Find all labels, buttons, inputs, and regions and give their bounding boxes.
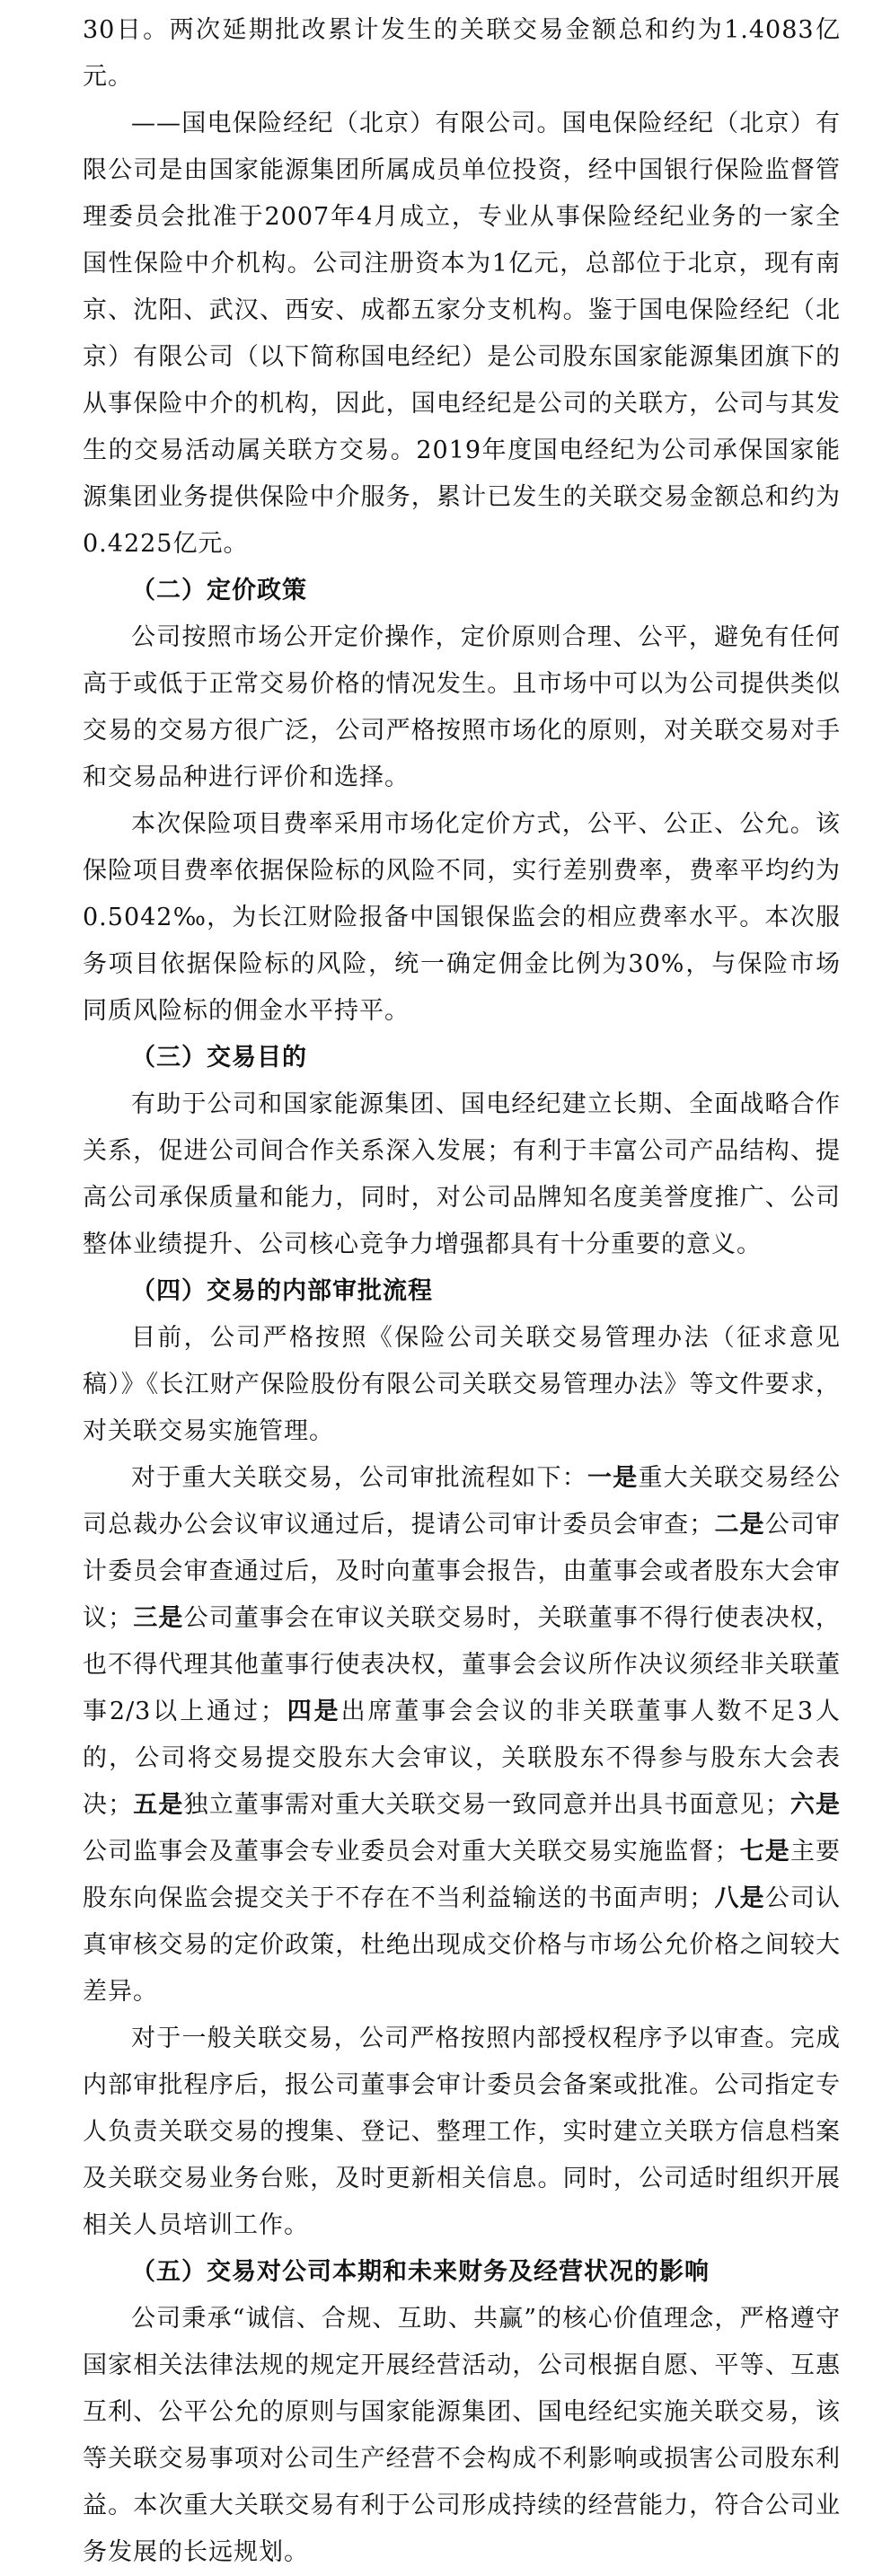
step-text-6: 公司监事会及董事会专业委员会对重大关联交易实施监督； [83, 1838, 740, 1866]
step-keyword-7: 七是 [739, 1838, 790, 1866]
section-heading-transaction-purpose: （三）交易目的 [131, 1044, 307, 1072]
paragraph-pricing-rate: 本次保险项目费率采用市场化定价方式，公平、公正、公允。该保险项目费率依据保险标的风险不同，实行差别费率，费率平均约为0.5042‰，为长江财险报备中国银保监会的相应费率水平。本次服务项目依据保险标的风险，统一确定佣金比例为30%，与保险市场同质风险标的佣金水平持平。 [83, 810, 841, 1025]
major-approval-intro: 对于重大关联交易，公司审批流程如下： [131, 1464, 587, 1492]
step-keyword-5: 五是 [133, 1791, 184, 1819]
step-keyword-3: 三是 [133, 1604, 184, 1632]
step-keyword-6: 六是 [790, 1791, 842, 1819]
paragraph-general-approval: 对于一般关联交易，公司严格按照内部授权程序予以审查。完成内部审批程序后，报公司董事会审计委员会备案或批准。公司指定专人负责关联交易的搜集、登记、整理工作，实时建立关联方信息档案及关联交易业务台账，及时更新相关信息。同时，公司适时组织开展相关人员培训工作。 [83, 2025, 841, 2239]
section-heading-financial-impact: （五）交易对公司本期和未来财务及经营状况的影响 [131, 2258, 710, 2286]
section-heading-approval-process: （四）交易的内部审批流程 [131, 1277, 433, 1305]
section-heading-pricing-policy: （二）定价政策 [131, 577, 307, 604]
step-keyword-8: 八是 [714, 1884, 765, 1912]
paragraph-intro-tail: 30日。两次延期批改累计发生的关联交易金额总和约为1.4083亿元。 [83, 16, 841, 91]
paragraph-purpose: 有助于公司和国家能源集团、国电经纪建立长期、全面战略合作关系，促进公司间合作关系深入发展；有利于丰富公司产品结构、提高公司承保质量和能力，同时，对公司品牌知名度美誉度推广、公司整体业绩提升、公司核心竞争力增强都具有十分重要的意义。 [83, 1090, 841, 1258]
paragraph-guodian-broker: ——国电保险经纪（北京）有限公司。国电保险经纪（北京）有限公司是由国家能源集团所属成员单位投资，经中国银行保险监督管理委员会批准于2007年4月成立，专业从事保险经纪业务的一家全国性保险中介机构。公司注册资本为1亿元，总部位于北京，现有南京、沈阳、武汉、西安、成都五家分支机构。鉴于国电保险经纪（北京）有限公司（以下简称国电经纪）是公司股东国家能源集团旗下的从事保险中介的机构，因此，国电经纪是公司的关联方，公司与其发生的交易活动属关联方交易。2019年度国电经纪为公司承保国家能源集团业务提供保险中介服务，累计已发生的关联交易金额总和约为0.4225亿元。 [83, 110, 841, 558]
step-text-3: 公司董事会在审议关联交易时，关联董事不得行使表决权，也不得代理其他董事行使表决权，董事会会议所作决议须经非关联董事2/3以上通过； [83, 1604, 842, 1725]
step-text-2: 公司审计委员会审查通过后，及时向董事会报告，由董事会或者股东大会审议； [83, 1511, 842, 1632]
step-keyword-4: 四是 [285, 1698, 341, 1725]
paragraph-major-approval [83, 1455, 841, 2016]
step-text-5: 独立董事需对重大关联交易一致同意并出具书面意见； [183, 1791, 790, 1819]
step-keyword-1: 一是 [587, 1464, 639, 1492]
paragraph-approval-basis: 目前，公司严格按照《保险公司关联交易管理办法（征求意见稿）》《长江财产保险股份有限公司关联交易管理办法》等文件要求，对关联交易实施管理。 [83, 1324, 841, 1445]
paragraph-financial-impact: 公司秉承“诚信、合规、互助、共赢”的核心价值理念，严格遵守国家相关法律法规的规定开展经营活动，公司根据自愿、平等、互惠互利、公平公允的原则与国家能源集团、国电经纪实施关联交易，该等关联交易事项对公司生产经营不会构成不利影响或损害公司股东利益。本次重大关联交易有利于公司形成持续的经营能力，符合公司业务发展的长远规划。 [83, 2305, 841, 2566]
step-text-7: 主要股东向保监会提交关于不存在不当利益输送的书面声明； [83, 1838, 842, 1912]
step-text-1: 重大关联交易经公司总裁办公会议审议通过后，提请公司审计委员会审查； [83, 1464, 842, 1539]
paragraph-pricing-principle: 公司按照市场公开定价操作，定价原则合理、公平，避免有任何高于或低于正常交易价格的情况发生。且市场中可以为公司提供类似交易的交易方很广泛，公司严格按照市场化的原则，对关联交易对手和交易品种进行评价和选择。 [83, 623, 841, 791]
step-text-4: 出席董事会会议的非关联董事人数不足3人的，公司将交易提交股东大会审议，关联股东不得参与股东大会表决； [83, 1698, 842, 1819]
step-text-8: 公司认真审核交易的定价政策，杜绝出现成交价格与市场公允价格之间较大差异。 [83, 1884, 842, 2006]
step-keyword-2: 二是 [714, 1511, 765, 1539]
